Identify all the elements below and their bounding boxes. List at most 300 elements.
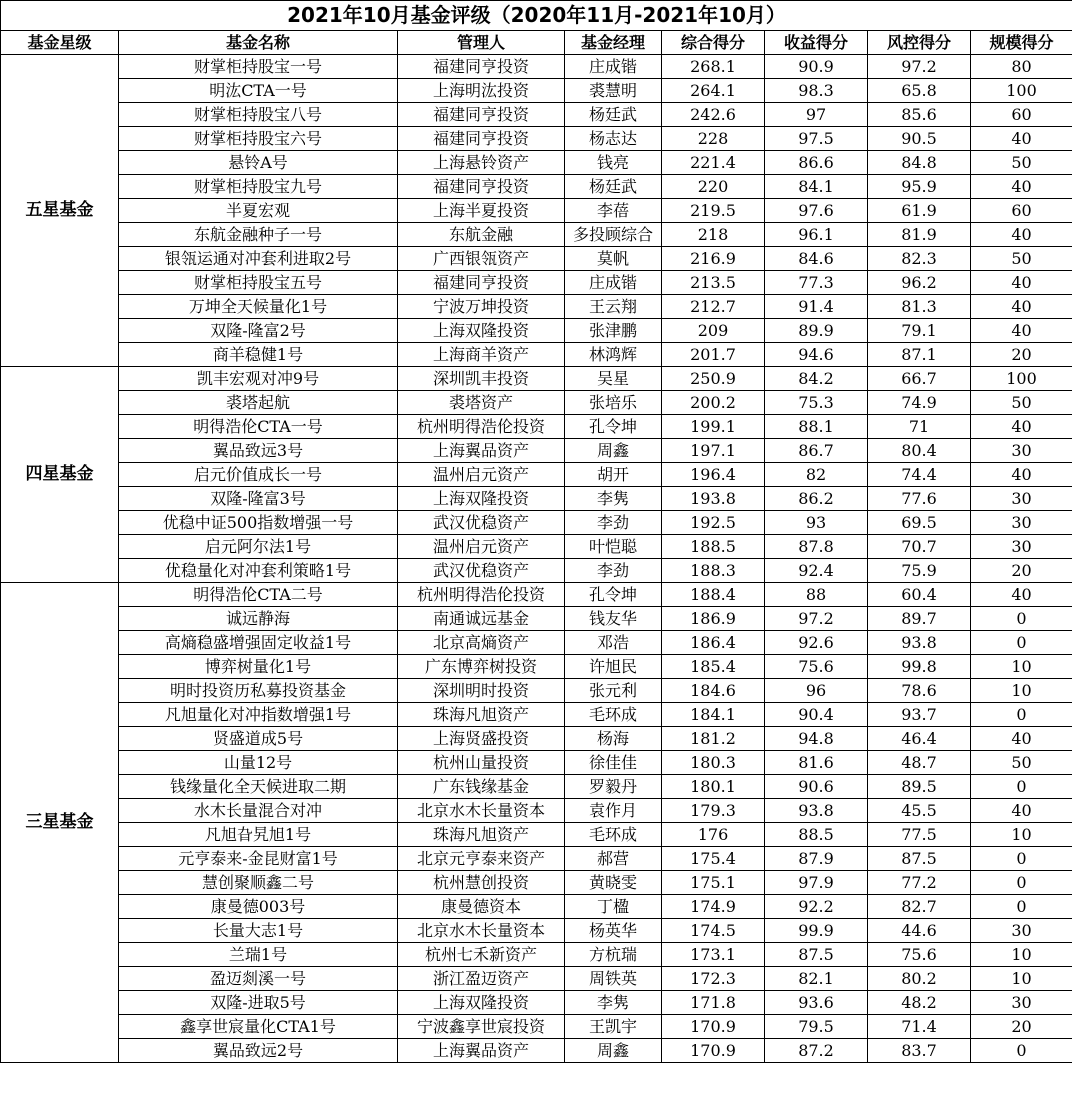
manager-cell: 杭州山量投资 xyxy=(398,751,565,775)
return-score-cell: 87.9 xyxy=(765,847,868,871)
manager-cell: 福建同亨投资 xyxy=(398,103,565,127)
risk-score-cell: 61.9 xyxy=(868,199,971,223)
table-row xyxy=(1,655,1072,679)
total-score-cell: 218 xyxy=(662,223,765,247)
scale-score-cell: 20 xyxy=(971,343,1072,367)
manager-cell: 宁波万坤投资 xyxy=(398,295,565,319)
return-score-cell: 84.2 xyxy=(765,367,868,391)
risk-score-cell: 93.8 xyxy=(868,631,971,655)
total-score-cell: 197.1 xyxy=(662,439,765,463)
table-row xyxy=(1,247,1072,271)
risk-score-cell: 95.9 xyxy=(868,175,971,199)
scale-score-cell: 50 xyxy=(971,391,1072,415)
total-score-cell: 242.6 xyxy=(662,103,765,127)
total-score-cell: 188.3 xyxy=(662,559,765,583)
total-score-cell: 175.1 xyxy=(662,871,765,895)
fund-name-cell: 财掌柜持股宝八号 xyxy=(119,103,398,127)
return-score-cell: 90.6 xyxy=(765,775,868,799)
table-row xyxy=(1,1015,1072,1039)
risk-score-cell: 85.6 xyxy=(868,103,971,127)
manager-cell: 深圳凯丰投资 xyxy=(398,367,565,391)
fund-name-cell: 东航金融种子一号 xyxy=(119,223,398,247)
return-score-cell: 91.4 xyxy=(765,295,868,319)
fund-manager-cell: 胡开 xyxy=(565,463,662,487)
table-row xyxy=(1,967,1072,991)
scale-score-cell: 0 xyxy=(971,1039,1072,1063)
scale-score-cell: 80 xyxy=(971,55,1072,79)
scale-score-cell: 60 xyxy=(971,103,1072,127)
scale-score-cell: 60 xyxy=(971,199,1072,223)
table-row xyxy=(1,367,1072,391)
return-score-cell: 90.9 xyxy=(765,55,868,79)
fund-manager-cell: 杨海 xyxy=(565,727,662,751)
manager-cell: 福建同亨投资 xyxy=(398,271,565,295)
manager-cell: 珠海凡旭资产 xyxy=(398,703,565,727)
scale-score-cell: 100 xyxy=(971,79,1072,103)
risk-score-cell: 83.7 xyxy=(868,1039,971,1063)
table-row xyxy=(1,535,1072,559)
return-score-cell: 88 xyxy=(765,583,868,607)
risk-score-cell: 87.5 xyxy=(868,847,971,871)
scale-score-cell: 10 xyxy=(971,823,1072,847)
return-score-cell: 86.2 xyxy=(765,487,868,511)
total-score-cell: 228 xyxy=(662,127,765,151)
return-score-cell: 93.6 xyxy=(765,991,868,1015)
total-score-cell: 268.1 xyxy=(662,55,765,79)
fund-name-cell: 万坤全天候量化1号 xyxy=(119,295,398,319)
fund-name-cell: 贤盛道成5号 xyxy=(119,727,398,751)
total-score-cell: 196.4 xyxy=(662,463,765,487)
risk-score-cell: 71 xyxy=(868,415,971,439)
fund-manager-cell: 黄晓雯 xyxy=(565,871,662,895)
fund-name-cell: 双隆-进取5号 xyxy=(119,991,398,1015)
fund-name-cell: 明得浩伦CTA二号 xyxy=(119,583,398,607)
risk-score-cell: 48.2 xyxy=(868,991,971,1015)
fund-name-cell: 裘塔起航 xyxy=(119,391,398,415)
total-score-cell: 221.4 xyxy=(662,151,765,175)
star-rating-cell: 三星基金 xyxy=(1,583,119,1063)
risk-score-cell: 77.6 xyxy=(868,487,971,511)
total-score-cell: 193.8 xyxy=(662,487,765,511)
risk-score-cell: 46.4 xyxy=(868,727,971,751)
total-score-cell: 209 xyxy=(662,319,765,343)
star-rating-cell: 四星基金 xyxy=(1,367,119,583)
risk-score-cell: 93.7 xyxy=(868,703,971,727)
return-score-cell: 98.3 xyxy=(765,79,868,103)
table-title: 2021年10月基金评级（2020年11月-2021年10月） xyxy=(1,1,1072,31)
return-score-cell: 88.1 xyxy=(765,415,868,439)
manager-cell: 广东博弈树投资 xyxy=(398,655,565,679)
manager-cell: 福建同亨投资 xyxy=(398,55,565,79)
fund-manager-cell: 罗毅丹 xyxy=(565,775,662,799)
return-score-cell: 93.8 xyxy=(765,799,868,823)
total-score-cell: 184.1 xyxy=(662,703,765,727)
fund-manager-cell: 孔令坤 xyxy=(565,583,662,607)
return-score-cell: 99.9 xyxy=(765,919,868,943)
header-manager: 管理人 xyxy=(398,31,565,55)
scale-score-cell: 50 xyxy=(971,151,1072,175)
fund-manager-cell: 杨廷武 xyxy=(565,103,662,127)
manager-cell: 南通诚远基金 xyxy=(398,607,565,631)
fund-manager-cell: 李隽 xyxy=(565,991,662,1015)
risk-score-cell: 89.5 xyxy=(868,775,971,799)
fund-manager-cell: 郝营 xyxy=(565,847,662,871)
fund-manager-cell: 丁楹 xyxy=(565,895,662,919)
scale-score-cell: 30 xyxy=(971,439,1072,463)
table-row xyxy=(1,703,1072,727)
risk-score-cell: 69.5 xyxy=(868,511,971,535)
fund-manager-cell: 杨英华 xyxy=(565,919,662,943)
manager-cell: 福建同亨投资 xyxy=(398,127,565,151)
manager-cell: 裘塔资产 xyxy=(398,391,565,415)
total-score-cell: 188.5 xyxy=(662,535,765,559)
manager-cell: 上海双隆投资 xyxy=(398,319,565,343)
manager-cell: 上海翼品资产 xyxy=(398,1039,565,1063)
table-row xyxy=(1,199,1072,223)
return-score-cell: 92.6 xyxy=(765,631,868,655)
total-score-cell: 220 xyxy=(662,175,765,199)
fund-manager-cell: 莫帆 xyxy=(565,247,662,271)
return-score-cell: 75.6 xyxy=(765,655,868,679)
fund-manager-cell: 邓浩 xyxy=(565,631,662,655)
manager-cell: 北京水木长量资本 xyxy=(398,799,565,823)
scale-score-cell: 10 xyxy=(971,679,1072,703)
fund-name-cell: 钱缘量化全天候进取二期 xyxy=(119,775,398,799)
total-score-cell: 184.6 xyxy=(662,679,765,703)
fund-manager-cell: 毛环成 xyxy=(565,703,662,727)
fund-name-cell: 优稳中证500指数增强一号 xyxy=(119,511,398,535)
scale-score-cell: 40 xyxy=(971,727,1072,751)
manager-cell: 广东钱缘基金 xyxy=(398,775,565,799)
fund-manager-cell: 庄成锴 xyxy=(565,271,662,295)
risk-score-cell: 78.6 xyxy=(868,679,971,703)
fund-manager-cell: 徐佳佳 xyxy=(565,751,662,775)
risk-score-cell: 80.2 xyxy=(868,967,971,991)
fund-manager-cell: 方杭瑞 xyxy=(565,943,662,967)
fund-manager-cell: 钱友华 xyxy=(565,607,662,631)
risk-score-cell: 75.9 xyxy=(868,559,971,583)
fund-name-cell: 财掌柜持股宝五号 xyxy=(119,271,398,295)
fund-manager-cell: 李劲 xyxy=(565,559,662,583)
fund-manager-cell: 钱亮 xyxy=(565,151,662,175)
header-row xyxy=(1,31,1072,55)
return-score-cell: 97.5 xyxy=(765,127,868,151)
fund-name-cell: 商羊稳健1号 xyxy=(119,343,398,367)
return-score-cell: 90.4 xyxy=(765,703,868,727)
fund-name-cell: 水木长量混合对冲 xyxy=(119,799,398,823)
total-score-cell: 175.4 xyxy=(662,847,765,871)
manager-cell: 北京元亨泰来资产 xyxy=(398,847,565,871)
manager-cell: 上海悬铃资产 xyxy=(398,151,565,175)
fund-manager-cell: 王云翔 xyxy=(565,295,662,319)
scale-score-cell: 0 xyxy=(971,847,1072,871)
header-fund-manager: 基金经理 xyxy=(565,31,662,55)
manager-cell: 上海明汯投资 xyxy=(398,79,565,103)
manager-cell: 武汉优稳资产 xyxy=(398,559,565,583)
total-score-cell: 170.9 xyxy=(662,1015,765,1039)
risk-score-cell: 89.7 xyxy=(868,607,971,631)
return-score-cell: 97.6 xyxy=(765,199,868,223)
table-row xyxy=(1,223,1072,247)
return-score-cell: 97.9 xyxy=(765,871,868,895)
table-row xyxy=(1,175,1072,199)
total-score-cell: 201.7 xyxy=(662,343,765,367)
table-row xyxy=(1,127,1072,151)
total-score-cell: 216.9 xyxy=(662,247,765,271)
total-score-cell: 212.7 xyxy=(662,295,765,319)
return-score-cell: 84.1 xyxy=(765,175,868,199)
fund-name-cell: 慧创聚顺鑫二号 xyxy=(119,871,398,895)
fund-manager-cell: 周鑫 xyxy=(565,1039,662,1063)
risk-score-cell: 65.8 xyxy=(868,79,971,103)
manager-cell: 上海翼品资产 xyxy=(398,439,565,463)
risk-score-cell: 81.9 xyxy=(868,223,971,247)
fund-manager-cell: 多投顾综合 xyxy=(565,223,662,247)
manager-cell: 杭州明得浩伦投资 xyxy=(398,415,565,439)
fund-name-cell: 明汯CTA一号 xyxy=(119,79,398,103)
fund-name-cell: 双隆-隆富2号 xyxy=(119,319,398,343)
fund-name-cell: 诚远静海 xyxy=(119,607,398,631)
table-body xyxy=(1,55,1072,1063)
manager-cell: 上海半夏投资 xyxy=(398,199,565,223)
scale-score-cell: 30 xyxy=(971,991,1072,1015)
risk-score-cell: 74.4 xyxy=(868,463,971,487)
table-row xyxy=(1,679,1072,703)
manager-cell: 温州启元资产 xyxy=(398,535,565,559)
scale-score-cell: 40 xyxy=(971,127,1072,151)
risk-score-cell: 81.3 xyxy=(868,295,971,319)
scale-score-cell: 100 xyxy=(971,367,1072,391)
total-score-cell: 173.1 xyxy=(662,943,765,967)
fund-name-cell: 凯丰宏观对冲9号 xyxy=(119,367,398,391)
table-row xyxy=(1,631,1072,655)
table-row xyxy=(1,319,1072,343)
fund-name-cell: 凡旭旮旯旭1号 xyxy=(119,823,398,847)
fund-manager-cell: 李蓓 xyxy=(565,199,662,223)
return-score-cell: 89.9 xyxy=(765,319,868,343)
risk-score-cell: 77.2 xyxy=(868,871,971,895)
risk-score-cell: 70.7 xyxy=(868,535,971,559)
fund-name-cell: 翼品致远3号 xyxy=(119,439,398,463)
table-row xyxy=(1,295,1072,319)
risk-score-cell: 44.6 xyxy=(868,919,971,943)
table-row xyxy=(1,895,1072,919)
manager-cell: 北京高熵资产 xyxy=(398,631,565,655)
total-score-cell: 188.4 xyxy=(662,583,765,607)
risk-score-cell: 45.5 xyxy=(868,799,971,823)
total-score-cell: 171.8 xyxy=(662,991,765,1015)
manager-cell: 杭州七禾新资产 xyxy=(398,943,565,967)
total-score-cell: 180.1 xyxy=(662,775,765,799)
fund-manager-cell: 李隽 xyxy=(565,487,662,511)
return-score-cell: 94.8 xyxy=(765,727,868,751)
fund-manager-cell: 许旭民 xyxy=(565,655,662,679)
return-score-cell: 79.5 xyxy=(765,1015,868,1039)
fund-name-cell: 山量12号 xyxy=(119,751,398,775)
risk-score-cell: 79.1 xyxy=(868,319,971,343)
fund-name-cell: 财掌柜持股宝九号 xyxy=(119,175,398,199)
fund-name-cell: 凡旭量化对冲指数增强1号 xyxy=(119,703,398,727)
fund-manager-cell: 张津鹏 xyxy=(565,319,662,343)
total-score-cell: 174.5 xyxy=(662,919,765,943)
scale-score-cell: 40 xyxy=(971,175,1072,199)
fund-manager-cell: 袁作月 xyxy=(565,799,662,823)
scale-score-cell: 30 xyxy=(971,919,1072,943)
return-score-cell: 87.8 xyxy=(765,535,868,559)
total-score-cell: 181.2 xyxy=(662,727,765,751)
table-row xyxy=(1,871,1072,895)
header-scale-score: 规模得分 xyxy=(971,31,1072,55)
fund-manager-cell: 张培乐 xyxy=(565,391,662,415)
table-row xyxy=(1,583,1072,607)
total-score-cell: 213.5 xyxy=(662,271,765,295)
return-score-cell: 82 xyxy=(765,463,868,487)
scale-score-cell: 50 xyxy=(971,247,1072,271)
total-score-cell: 219.5 xyxy=(662,199,765,223)
fund-manager-cell: 周铁英 xyxy=(565,967,662,991)
return-score-cell: 87.5 xyxy=(765,943,868,967)
manager-cell: 浙江盈迈资产 xyxy=(398,967,565,991)
fund-name-cell: 鑫享世宸量化CTA1号 xyxy=(119,1015,398,1039)
risk-score-cell: 90.5 xyxy=(868,127,971,151)
return-score-cell: 92.2 xyxy=(765,895,868,919)
scale-score-cell: 30 xyxy=(971,487,1072,511)
return-score-cell: 93 xyxy=(765,511,868,535)
header-star: 基金星级 xyxy=(1,31,119,55)
total-score-cell: 192.5 xyxy=(662,511,765,535)
scale-score-cell: 40 xyxy=(971,583,1072,607)
table-row xyxy=(1,799,1072,823)
table-row xyxy=(1,775,1072,799)
risk-score-cell: 84.8 xyxy=(868,151,971,175)
scale-score-cell: 20 xyxy=(971,1015,1072,1039)
fund-name-cell: 长量大志1号 xyxy=(119,919,398,943)
return-score-cell: 96 xyxy=(765,679,868,703)
return-score-cell: 97 xyxy=(765,103,868,127)
table-row xyxy=(1,991,1072,1015)
fund-manager-cell: 裘慧明 xyxy=(565,79,662,103)
fund-manager-cell: 杨志达 xyxy=(565,127,662,151)
table-row xyxy=(1,751,1072,775)
total-score-cell: 176 xyxy=(662,823,765,847)
fund-name-cell: 康曼德003号 xyxy=(119,895,398,919)
table-row xyxy=(1,439,1072,463)
total-score-cell: 200.2 xyxy=(662,391,765,415)
manager-cell: 北京水木长量资本 xyxy=(398,919,565,943)
table-row xyxy=(1,151,1072,175)
fund-manager-cell: 林鸿辉 xyxy=(565,343,662,367)
manager-cell: 杭州明得浩伦投资 xyxy=(398,583,565,607)
risk-score-cell: 75.6 xyxy=(868,943,971,967)
fund-name-cell: 银瓴运通对冲套利进取2号 xyxy=(119,247,398,271)
manager-cell: 温州启元资产 xyxy=(398,463,565,487)
manager-cell: 杭州慧创投资 xyxy=(398,871,565,895)
fund-name-cell: 启元价值成长一号 xyxy=(119,463,398,487)
total-score-cell: 264.1 xyxy=(662,79,765,103)
return-score-cell: 86.7 xyxy=(765,439,868,463)
risk-score-cell: 96.2 xyxy=(868,271,971,295)
risk-score-cell: 87.1 xyxy=(868,343,971,367)
risk-score-cell: 80.4 xyxy=(868,439,971,463)
table-row xyxy=(1,103,1072,127)
return-score-cell: 75.3 xyxy=(765,391,868,415)
scale-score-cell: 0 xyxy=(971,871,1072,895)
fund-manager-cell: 王凯宇 xyxy=(565,1015,662,1039)
fund-name-cell: 翼品致远2号 xyxy=(119,1039,398,1063)
manager-cell: 上海贤盛投资 xyxy=(398,727,565,751)
risk-score-cell: 77.5 xyxy=(868,823,971,847)
return-score-cell: 77.3 xyxy=(765,271,868,295)
table-row xyxy=(1,727,1072,751)
scale-score-cell: 0 xyxy=(971,631,1072,655)
risk-score-cell: 48.7 xyxy=(868,751,971,775)
risk-score-cell: 74.9 xyxy=(868,391,971,415)
table-row xyxy=(1,511,1072,535)
manager-cell: 上海双隆投资 xyxy=(398,991,565,1015)
fund-name-cell: 兰瑞1号 xyxy=(119,943,398,967)
total-score-cell: 186.4 xyxy=(662,631,765,655)
fund-name-cell: 优稳量化对冲套利策略1号 xyxy=(119,559,398,583)
scale-score-cell: 40 xyxy=(971,463,1072,487)
total-score-cell: 250.9 xyxy=(662,367,765,391)
scale-score-cell: 0 xyxy=(971,607,1072,631)
fund-name-cell: 财掌柜持股宝一号 xyxy=(119,55,398,79)
fund-name-cell: 双隆-隆富3号 xyxy=(119,487,398,511)
risk-score-cell: 82.7 xyxy=(868,895,971,919)
table-row xyxy=(1,919,1072,943)
table-row xyxy=(1,79,1072,103)
return-score-cell: 84.6 xyxy=(765,247,868,271)
scale-score-cell: 10 xyxy=(971,655,1072,679)
manager-cell: 珠海凡旭资产 xyxy=(398,823,565,847)
table-row xyxy=(1,343,1072,367)
scale-score-cell: 30 xyxy=(971,511,1072,535)
header-return-score: 收益得分 xyxy=(765,31,868,55)
table-row xyxy=(1,55,1072,79)
fund-name-cell: 高熵稳盛增强固定收益1号 xyxy=(119,631,398,655)
table-row xyxy=(1,1039,1072,1063)
total-score-cell: 199.1 xyxy=(662,415,765,439)
return-score-cell: 82.1 xyxy=(765,967,868,991)
manager-cell: 广西银瓴资产 xyxy=(398,247,565,271)
risk-score-cell: 71.4 xyxy=(868,1015,971,1039)
total-score-cell: 179.3 xyxy=(662,799,765,823)
fund-manager-cell: 张元利 xyxy=(565,679,662,703)
fund-manager-cell: 李劲 xyxy=(565,511,662,535)
manager-cell: 深圳明时投资 xyxy=(398,679,565,703)
scale-score-cell: 40 xyxy=(971,319,1072,343)
total-score-cell: 174.9 xyxy=(662,895,765,919)
scale-score-cell: 10 xyxy=(971,943,1072,967)
fund-name-cell: 盈迈剡溪一号 xyxy=(119,967,398,991)
fund-name-cell: 半夏宏观 xyxy=(119,199,398,223)
manager-cell: 上海商羊资产 xyxy=(398,343,565,367)
scale-score-cell: 40 xyxy=(971,295,1072,319)
fund-manager-cell: 毛环成 xyxy=(565,823,662,847)
header-risk-score: 风控得分 xyxy=(868,31,971,55)
fund-name-cell: 博弈树量化1号 xyxy=(119,655,398,679)
return-score-cell: 87.2 xyxy=(765,1039,868,1063)
scale-score-cell: 0 xyxy=(971,895,1072,919)
manager-cell: 宁波鑫享世宸投资 xyxy=(398,1015,565,1039)
star-rating-cell: 五星基金 xyxy=(1,55,119,367)
fund-name-cell: 明时投资历私募投资基金 xyxy=(119,679,398,703)
header-fund-name: 基金名称 xyxy=(119,31,398,55)
table-row xyxy=(1,463,1072,487)
return-score-cell: 94.6 xyxy=(765,343,868,367)
table-row xyxy=(1,487,1072,511)
risk-score-cell: 99.8 xyxy=(868,655,971,679)
